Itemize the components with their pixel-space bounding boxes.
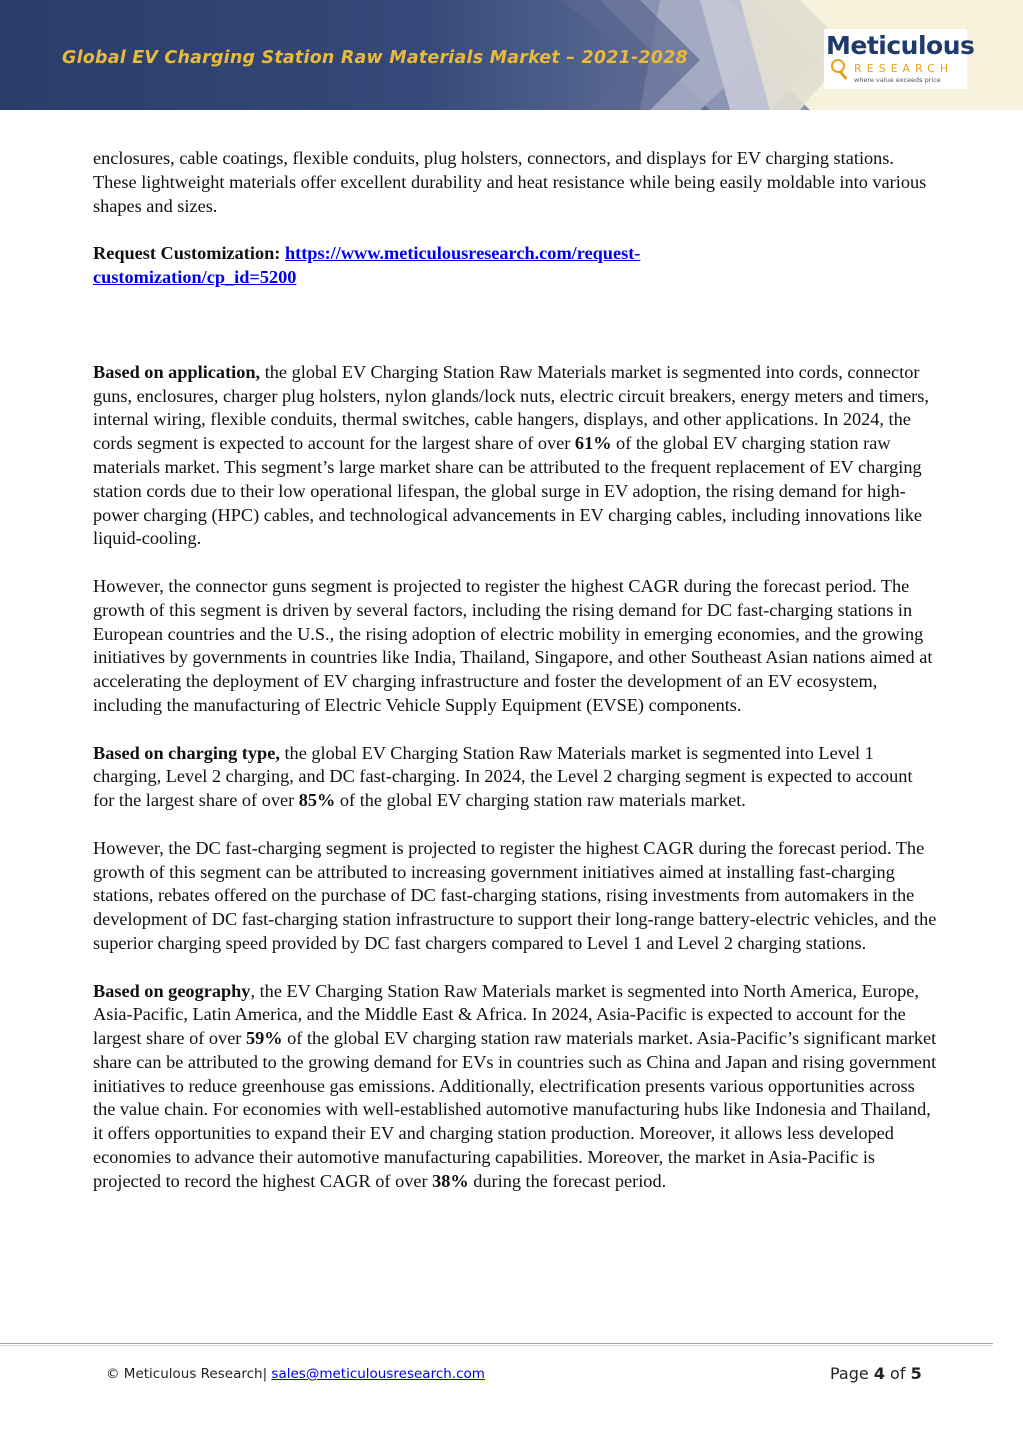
charging-text-a: the global EV Charging Station Raw Materials market is segmented into Level 1 charging, Level 2 charging, and DC fast-charging. In 2024, the Level 2 charging segment is expected to account for the largest share of over bbox=[93, 742, 913, 811]
paragraph-application bbox=[93, 361, 938, 551]
geography-share-value: 59% bbox=[245, 1028, 283, 1049]
application-text-b: of the global EV charging station raw materials market. This segment’s large market share can be attributed to the frequent replacement of EV charging station cords due to their low operational lifespan, the global surge in EV adoption, the rising demand for high-power charging (HPC) cables, and technological advancements in EV charging cables, including innovations like liquid-cooling. bbox=[93, 433, 923, 549]
geography-text-b: of the global EV charging station raw materials market. Asia-Pacific’s significant market share can be attributed to the growing demand for EVs in countries such as China and Japan and rising government initiatives to reduce greenhouse gas emissions. Additionally, electrification presents various opportunities across the value chain. For economies with well-established automotive manufacturing hubs like Indonesia and Thailand, it offers opportunities to expand their EV and charging station production. Moreover, it allows less developed economies to advance their automotive manufacturing capabilities. Moreover, the market in Asia-Pacific is projected to record the highest CAGR of over bbox=[93, 1028, 937, 1191]
header-title: Global EV Charging Station Raw Materials Market – 2021-2028 bbox=[62, 48, 688, 68]
page-number bbox=[830, 1364, 922, 1383]
footer-copyright bbox=[106, 1366, 485, 1382]
geography-lead: Based on geography bbox=[93, 980, 251, 1001]
charging-share-value: 85% bbox=[298, 790, 336, 811]
logo-tagline: where value exceeds price bbox=[854, 76, 941, 84]
company-logo bbox=[824, 29, 975, 89]
geography-text-a: , the EV Charging Station Raw Materials market is segmented into North America, Europe, Asia-Pacific, Latin America, and the Middle East & Africa. In 2024, Asia-Pacific is expected to account for the largest share of over bbox=[93, 980, 919, 1049]
logo-wordmark: Meticulous bbox=[826, 31, 975, 60]
request-customization bbox=[93, 242, 938, 290]
paragraph-dc-fast-charging: However, the DC fast-charging segment is projected to register the highest CAGR during the forecast period. The growth of this segment can be attributed to increasing government initiatives aimed at installing fast-charging stations, rebates offered on the purchase of DC fast-charging stations, rising investments from automakers in the development of DC fast-charging station infrastructure to support their long-range battery-electric vehicles, and the superior charging speed provided by DC fast chargers compared to Level 1 and Level 2 charging stations. bbox=[93, 837, 937, 953]
paragraph-materials: enclosures, cable coatings, flexible conduits, plug holsters, connectors, and displays for EV charging stations. These lightweight materials offer excellent durability and heat resistance while being easily moldable into various shapes and sizes. bbox=[93, 148, 927, 216]
paragraph-charging-type bbox=[93, 742, 938, 813]
application-text-a: the global EV Charging Station Raw Materials market is segmented into cords, connector guns, enclosures, charger plug holsters, nylon glands/lock nuts, electric circuit breakers, energy meters and timers, internal wiring, flexible conduits, thermal switches, cable hangers, displays, and other applications. In 2024, the cords segment is expected to account for the largest share of over bbox=[93, 361, 929, 454]
request-label: Request Customization: bbox=[93, 243, 285, 264]
footer-divider-shadow bbox=[0, 1345, 993, 1346]
charging-type-lead: Based on charging type, bbox=[93, 742, 280, 763]
page-of: of bbox=[884, 1364, 911, 1383]
application-lead: Based on application, bbox=[93, 361, 261, 382]
paragraph-geography bbox=[93, 980, 938, 1194]
charging-text-b: of the global EV charging station raw materials market. bbox=[335, 790, 746, 811]
page-current: 4 bbox=[873, 1364, 885, 1383]
email-link[interactable]: sales@meticulousresearch.com bbox=[271, 1366, 485, 1382]
copyright-text: © Meticulous Research| bbox=[106, 1366, 272, 1382]
page-prefix: Page bbox=[830, 1364, 874, 1383]
magnifier-icon bbox=[831, 59, 845, 73]
geography-cagr-value: 38% bbox=[432, 1170, 469, 1191]
page-header bbox=[0, 0, 1023, 110]
request-link-line1: https://www.meticulousresearch.com/request- bbox=[284, 243, 641, 264]
footer-divider bbox=[0, 1343, 993, 1344]
request-link-line2: customization/cp_id=5200 bbox=[93, 266, 297, 287]
application-share-value: 61% bbox=[574, 433, 612, 454]
magnifier-handle-icon bbox=[839, 71, 847, 80]
document-body bbox=[93, 147, 938, 1194]
logo-subtitle: RESEARCH bbox=[854, 62, 954, 75]
geography-text-c: during the forecast period. bbox=[468, 1170, 667, 1191]
paragraph-connector-guns: However, the connector guns segment is projected to register the highest CAGR during the forecast period. The growth of this segment is driven by several factors, including the rising demand for DC fast-charging stations in European countries and the U.S., the rising adoption of electric mobility in emerging economies, and the growing initiatives by governments in countries like India, Thailand, Singapore, and other Southeast Asian nations aimed at accelerating the deployment of EV charging infrastructure and foster the development of an EV ecosystem, including the manufacturing of Electric Vehicle Supply Equipment (EVSE) components. bbox=[93, 575, 933, 715]
page-total: 5 bbox=[910, 1364, 922, 1383]
